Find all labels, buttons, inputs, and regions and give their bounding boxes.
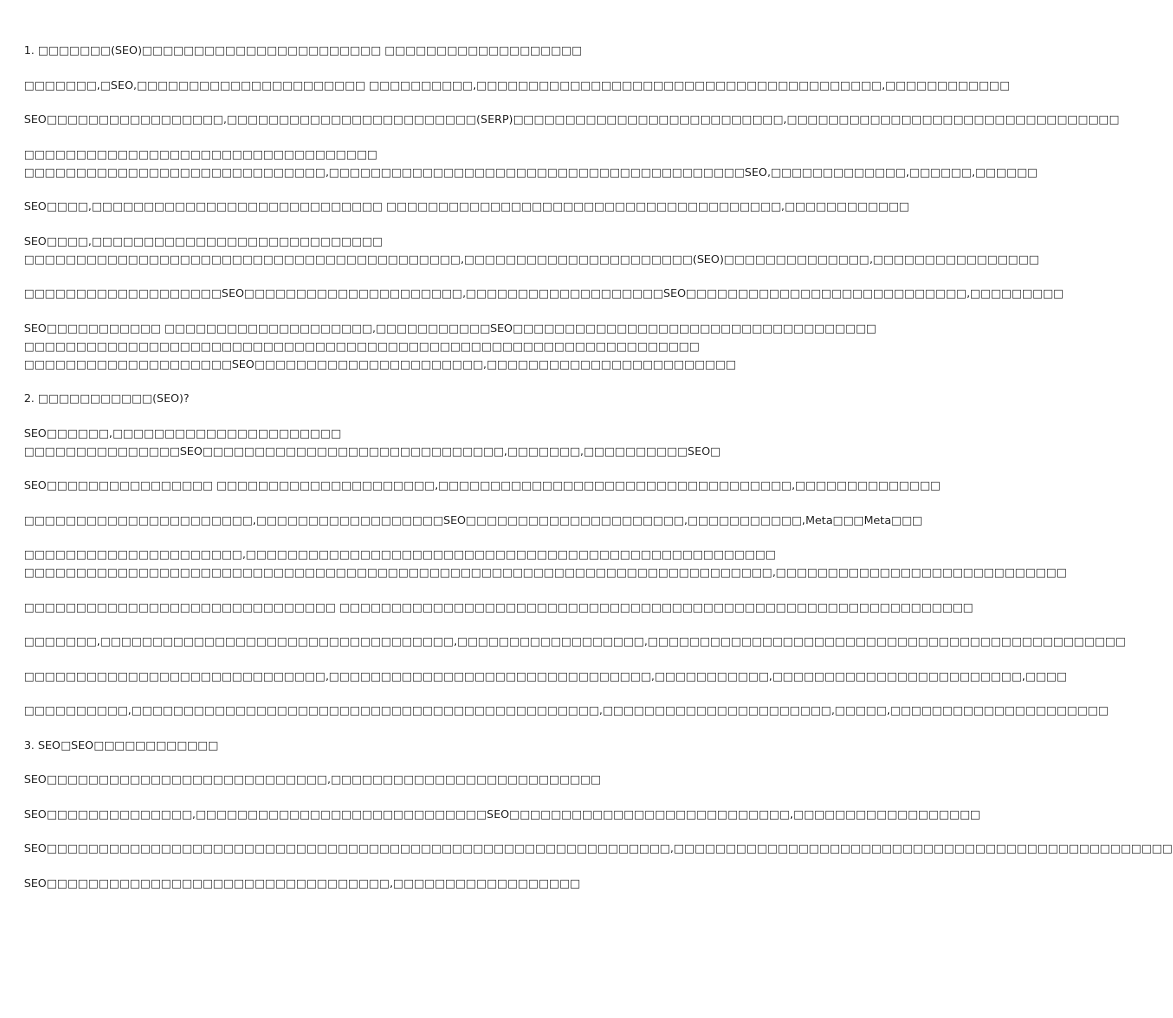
- text-line: SEO□□□□□□□□□□□□□□,□□□□□□□□□□□□□□□□□□□□□□□□□□□□SEO□□□□□□□□□□□□□□□□□□□□□□□□□□□,□□□□□□□□□□□□□□□□□□: [24, 807, 981, 821]
- text-line: □□□□□□□□□□□□□□□□□□□□□□□□□□□□□□□□□□□□□□□□□□,□□□□□□□□□□□□□□□□□□□□□□(SEO)□□□□□□□□□□□□□□,□□□□□□□□□□□□□□□□: [24, 252, 1040, 266]
- text-line: □□□□□□□□□□□□□□□□□□□□□□□□□□□□□□□□□□□□□□□□□□□□□□□□□□□□□□□□□□□□□□□□□□□□□□□□,□□□□□□□□□□□□□□□□□□□□□□□□□□□□: [24, 566, 1067, 579]
- paragraph: [24, 77, 1010, 95]
- paragraph: [24, 320, 877, 374]
- paragraph: [24, 599, 974, 617]
- text-line: □□□□□□□□□□□□□□□□□□□□□□□□□□□□□,□□□□□□□□□□□□□□□□□□□□□□□□□□□□□□□□□□□□□□□□SEO,□□□□□□□□□□□□□,□□□□□□,□□□□□□: [24, 165, 1038, 179]
- text-line: □□□□□□□□□□□□□□□□□□□□SEO□□□□□□□□□□□□□□□□□□□□□□,□□□□□□□□□□□□□□□□□□□□□□□□: [24, 357, 737, 371]
- paragraph: [24, 477, 941, 495]
- section-heading: [24, 390, 714, 408]
- paragraph: [24, 146, 1038, 182]
- document-body: [24, 42, 1173, 909]
- paragraph: [24, 111, 1120, 129]
- text-line: □□□□□□□,□□□□□□□□□□□□□□□□□□□□□□□□□□□□□□□□□□,□□□□□□□□□□□□□□□□□□,□□□□□□□□□□□□□□□□□□□□□□□□□□□□□□□□□□□□□□□□□□□□□□: [24, 635, 1126, 648]
- text-line: □□□□□□□□□□□□□□□□□□□□□□□□□□□□□□□□□□□□□□□□□□□□□□□□□□□□□□□□□□□□□□□□□: [24, 339, 700, 353]
- paragraph: [24, 285, 1064, 303]
- paragraph: [24, 771, 714, 789]
- text-line: □□□□□□□□□□,□□□□□□□□□□□□□□□□□□□□□□□□□□□□□□□□□□□□□□□□□□□□□,□□□□□□□□□□□□□□□□□□□□□□,□□□□□,□□□□□□□□□□□□□□□□□□□□□: [24, 704, 1109, 717]
- paragraph: [24, 512, 923, 530]
- text-line: SEO□□□□,□□□□□□□□□□□□□□□□□□□□□□□□□□□□: [24, 234, 383, 248]
- paragraph: [24, 546, 1067, 582]
- text-line: 3. SEO□SEO□□□□□□□□□□□□: [24, 738, 219, 752]
- paragraph: [24, 875, 714, 893]
- text-line: SEO□□□□□□□□□□□□□□□□□□□□□□□□□□□□□□□□□,□□□□□□□□□□□□□□□□□□: [24, 876, 581, 890]
- text-line: □□□□□□□□□□□□□□□□□□□□□□,□□□□□□□□□□□□□□□□□□SEO□□□□□□□□□□□□□□□□□□□□□,□□□□□□□□□□□,Meta□□□Meta□□□: [24, 513, 923, 527]
- text-line: SEO□□□□□□,□□□□□□□□□□□□□□□□□□□□□□: [24, 426, 342, 440]
- text-line: SEO□□□□□□□□□□□□□□□□□□□□□□□□□□□□□□□□□□□□□□□□□□□□□□□□□□□□□□□□□□□□,□□□□□□□□□□□□□□□□□□□□□□□□□□□□□□□□□□□□□□□□□□□□□□□□: [24, 842, 1173, 855]
- paragraph: [24, 425, 721, 461]
- paragraph: [24, 840, 1173, 858]
- text-line: SEO□□□□,□□□□□□□□□□□□□□□□□□□□□□□□□□□□ □□□□□□□□□□□□□□□□□□□□□□□□□□□□□□□□□□□□□□,□□□□□□□□□□□□: [24, 200, 910, 213]
- text-line: SEO□□□□□□□□□□□ □□□□□□□□□□□□□□□□□□□□,□□□□□□□□□□□SEO□□□□□□□□□□□□□□□□□□□□□□□□□□□□□□□□□□□: [24, 321, 877, 335]
- text-line: □□□□□□□□□□□□□□□□□□□□□□□□□□□□□□□□□□: [24, 147, 378, 161]
- text-line: □□□□□□□□□□□□□□□SEO□□□□□□□□□□□□□□□□□□□□□□□□□□□□□,□□□□□□□,□□□□□□□□□□SEO□: [24, 444, 721, 458]
- text-line: □□□□□□□□□□□□□□□□□□□□□□□□□□□□□□ □□□□□□□□□□□□□□□□□□□□□□□□□□□□□□□□□□□□□□□□□□□□□□□□□□□□□□□□□□□□□: [24, 600, 974, 614]
- text-line: □□□□□□□□□□□□□□□□□□□SEO□□□□□□□□□□□□□□□□□□□□□,□□□□□□□□□□□□□□□□□□□SEO□□□□□□□□□□□□□□□□□□□□□□□□□□□,□□□□□□□□□: [24, 287, 1064, 300]
- text-line: SEO□□□□□□□□□□□□□□□□ □□□□□□□□□□□□□□□□□□□□□,□□□□□□□□□□□□□□□□□□□□□□□□□□□□□□□□□□,□□□□□□□□□□□□□□: [24, 479, 941, 492]
- text-line: SEO□□□□□□□□□□□□□□□□□,□□□□□□□□□□□□□□□□□□□□□□□□(SERP)□□□□□□□□□□□□□□□□□□□□□□□□□□,□□□□□□□□□□□□□□□□□□□□□□□□□□□□□□□□: [24, 113, 1120, 126]
- section-heading: [24, 737, 714, 755]
- section-heading: [24, 42, 714, 60]
- paragraph: [24, 806, 981, 824]
- text-line: SEO□□□□□□□□□□□□□□□□□□□□□□□□□□□,□□□□□□□□□□□□□□□□□□□□□□□□□□: [24, 773, 601, 786]
- text-line: □□□□□□□□□□□□□□□□□□□□□□□□□□□□□,□□□□□□□□□□□□□□□□□□□□□□□□□□□□□□□,□□□□□□□□□□□,□□□□□□□□□□□□□□□□□□□□□□□□,□□□□: [24, 669, 1067, 683]
- paragraph: [24, 668, 1067, 686]
- text-line: □□□□□□□,□SEO,□□□□□□□□□□□□□□□□□□□□□□ □□□□□□□□□□,□□□□□□□□□□□□□□□□□□□□□□□□□□□□□□□□□□□□□□□,□□□□□□□□□□□□: [24, 78, 1010, 92]
- text-line: 1. □□□□□□□(SEO)□□□□□□□□□□□□□□□□□□□□□□□ □□□□□□□□□□□□□□□□□□□: [24, 44, 582, 57]
- paragraph: [24, 198, 910, 216]
- text-line: 2. □□□□□□□□□□□(SEO)?: [24, 392, 190, 405]
- paragraph: [24, 702, 1109, 720]
- paragraph: [24, 633, 1126, 651]
- paragraph: [24, 233, 1040, 269]
- text-line: □□□□□□□□□□□□□□□□□□□□□,□□□□□□□□□□□□□□□□□□□□□□□□□□□□□□□□□□□□□□□□□□□□□□□□□□□: [24, 548, 776, 561]
